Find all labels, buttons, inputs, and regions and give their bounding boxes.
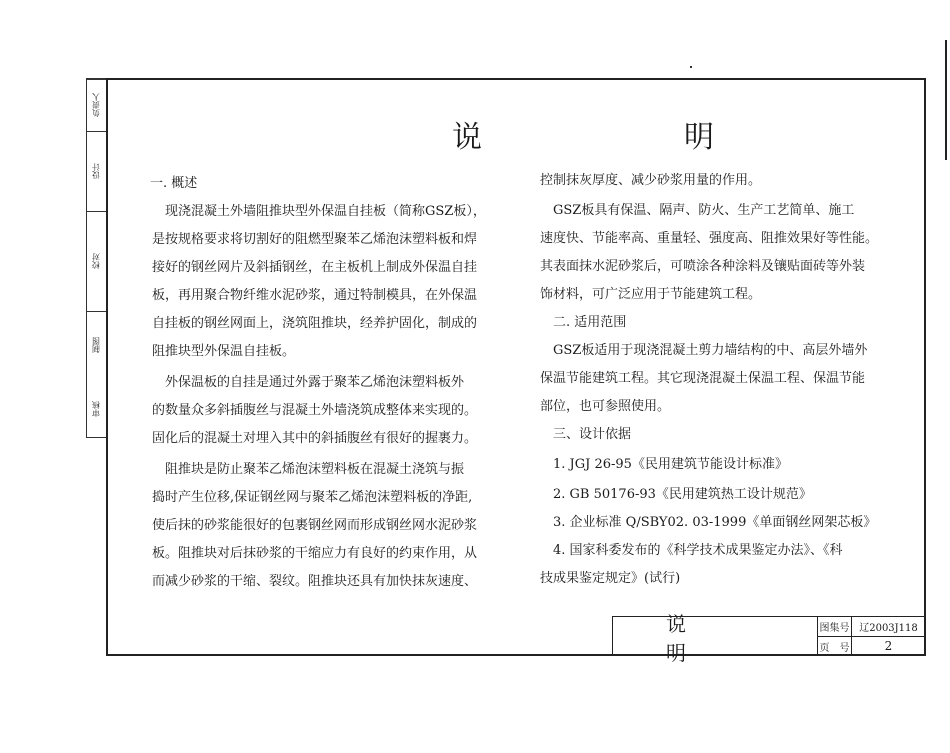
paragraph-line: 饰材料，可广泛应用于节能建筑工程。 bbox=[540, 287, 762, 302]
paragraph-line: 板。阻推块对后抹砂浆的干缩应力有良好的约束作用，从 bbox=[152, 546, 478, 561]
paragraph-line: 捣时产生位移,保证钢丝网与聚苯乙烯泡沫塑料板的净距, bbox=[152, 490, 473, 505]
atlas-label: 图集号 bbox=[818, 617, 852, 637]
side-label: 设计 bbox=[87, 131, 106, 211]
section-heading: 二. 适用范围 bbox=[540, 315, 627, 330]
title-block-name: 说 明 bbox=[613, 617, 818, 656]
paragraph-line: 保温节能建筑工程。其它现浇混凝土保温工程、保温节能 bbox=[540, 371, 866, 386]
paragraph-line: 而减少砂浆的干缩、裂纹。阻推块还具有加快抹灰速度、 bbox=[152, 574, 478, 589]
side-label: 负责人 bbox=[87, 79, 106, 131]
paragraph-line: 接好的钢丝网片及斜插钢丝，在主板机上制成外保温自挂 bbox=[152, 260, 478, 275]
paragraph-line: 部位，也可参照使用。 bbox=[540, 399, 671, 414]
section-heading: 三、设计依据 bbox=[540, 427, 632, 442]
paragraph-line: GSZ板具有保温、隔声、防火、生产工艺简单、施工 bbox=[540, 203, 855, 218]
side-label: 制图 bbox=[87, 311, 106, 379]
speck bbox=[690, 66, 692, 68]
paragraph-line: 使后抹的砂浆能很好的包裹钢丝网而形成钢丝网水泥砂浆 bbox=[152, 518, 478, 533]
paragraph-line: 阻推块是防止聚苯乙烯泡沫塑料板在混凝土浇筑与振 bbox=[152, 462, 465, 477]
reference-item: 4. 国家科委发布的《科学技术成果鉴定办法》、《科 bbox=[540, 543, 843, 558]
paragraph-line: 一. 概述 bbox=[150, 176, 198, 191]
side-label: 校对 bbox=[87, 211, 106, 311]
paragraph-line: 控制抹灰厚度、减少砂浆用量的作用。 bbox=[540, 173, 762, 188]
paragraph-line: 现浇混凝土外墙阻推块型外保温自挂板（简称GSZ板）， bbox=[152, 204, 486, 219]
page-title: 说 明 bbox=[452, 120, 800, 155]
paragraph-line: 速度快、节能率高、重量轻、强度高、阻推效果好等性能。 bbox=[540, 231, 879, 246]
reference-item: 1. JGJ 26-95《民用建筑节能设计标准》 bbox=[540, 457, 788, 472]
side-label: 审核 bbox=[91, 401, 101, 417]
margin-rule bbox=[945, 40, 947, 160]
reference-item: 3. 企业标准 Q/SBY02. 03-1999《单面钢丝网架芯板》 bbox=[540, 515, 877, 530]
reference-item: 2. GB 50176-93《民用建筑热工设计规范》 bbox=[540, 487, 812, 502]
title-block bbox=[612, 611, 926, 665]
reference-item: 技成果鉴定规定》(试行) bbox=[540, 571, 681, 586]
paragraph-line: GSZ板适用于现浇混凝土剪力墙结构的中、高层外墙外 bbox=[540, 343, 868, 358]
page-label: 页 号 bbox=[818, 637, 852, 655]
atlas-value: 辽2003J118 bbox=[852, 617, 925, 637]
signature-strip bbox=[86, 78, 106, 438]
paragraph-line: 其表面抹水泥砂浆后，可喷涂各种涂料及镶贴面砖等外装 bbox=[540, 259, 866, 274]
paragraph-line: 是按规格要求将切割好的阻燃型聚苯乙烯泡沫塑料板和焊 bbox=[152, 232, 478, 247]
paragraph-line: 阻推块型外保温自挂板。 bbox=[152, 344, 296, 359]
paragraph-line: 自挂板的钢丝网面上，浇筑阻推块，经养护固化，制成的 bbox=[152, 316, 478, 331]
paragraph-line: 固化后的混凝土对埋入其中的斜插腹丝有很好的握裹力。 bbox=[152, 431, 478, 446]
paragraph-line: 板，再用聚合物纤维水泥砂浆，通过特制模具，在外保温 bbox=[152, 288, 478, 303]
paragraph-line: 的数量众多斜插腹丝与混凝土外墙浇筑成整体来实现的。 bbox=[152, 403, 478, 418]
paragraph-line: 外保温板的自挂是通过外露于聚苯乙烯泡沫塑料板外 bbox=[152, 375, 465, 390]
page-number: 2 bbox=[884, 639, 893, 653]
